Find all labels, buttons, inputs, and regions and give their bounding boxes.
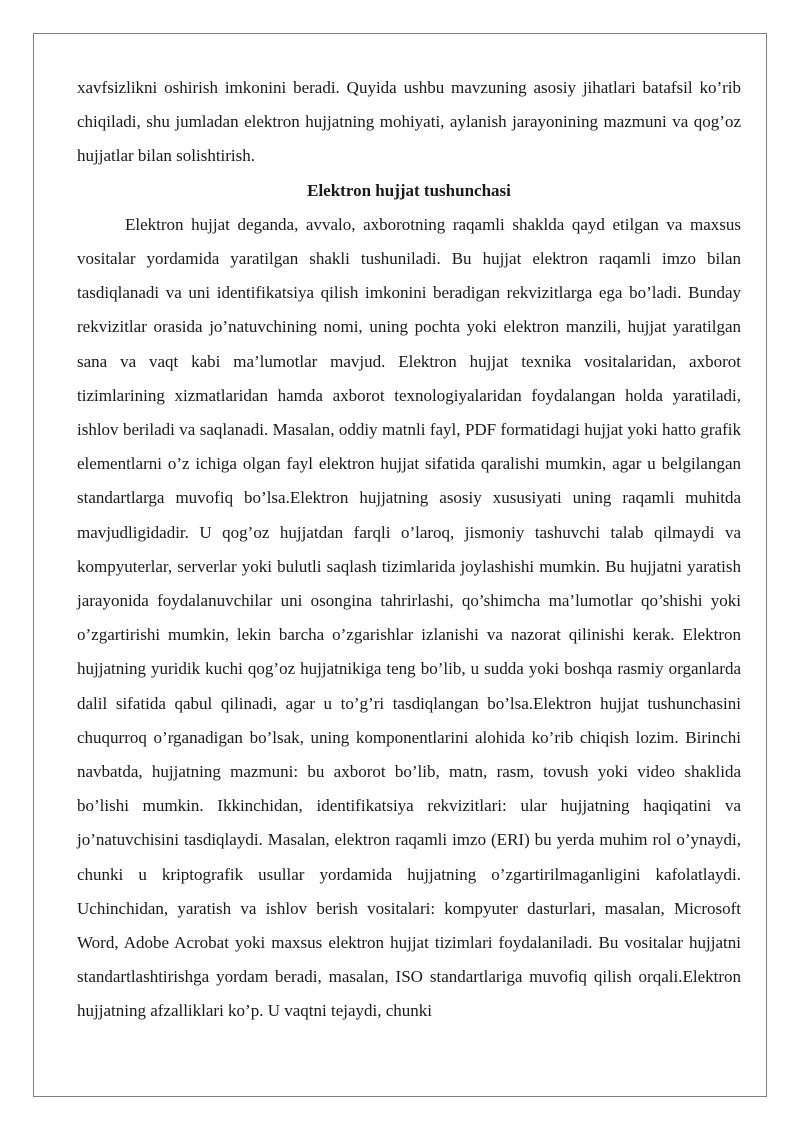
document-body xyxy=(77,71,741,1029)
section-heading: Elektron hujjat tushunchasi xyxy=(307,180,511,200)
body-paragraph: Elektron hujjat deganda, avvalo, axborotning raqamli shaklda qayd etilgan va maxsus vositalar yordamida yaratilgan shakli tushuniladi. Bu hujjat elektron raqamli imzo bilan tasdiqlanadi va uni identifikatsiya qilish imkonini beradigan rekvizitlarga ega bo’ladi. Bunday rekvizitlar orasida jo’natuvchining nomi, uning pochta yoki elektron manzili, hujjat yaratilgan sana va vaqt kabi ma’lumotlar mavjud. Elektron hujjat texnika vositalaridan, axborot tizimlarining xizmatlaridan hamda axborot texnologiyalaridan foydalangan holda yaratiladi, ishlov beriladi va saqlanadi. Masalan, oddiy matnli fayl, PDF formatidagi hujjat yoki hatto grafik elementlarni o’z ichiga olgan fayl elektron hujjat sifatida qaralishi mumkin, agar u belgilangan standartlarga muvofiq bo’lsa.Elektron hujjatning asosiy xususiyati uning raqamli muhitda mavjudligidadir. U qog’oz hujjatdan farqli o’laroq, jismoniy tashuvchi talab qilmaydi va kompyuterlar, serverlar yoki bulutli saqlash tizimlarida joylashishi mumkin. Bu hujjatni yaratish jarayonida foydalanuvchilar uni osongina tahrirlashi, qo’shimcha ma’lumotlar qo’shishi yoki o’zgartirishi mumkin, lekin barcha o’zgarishlar izlanishi va nazorat qilinishi kerak. Elektron hujjatning yuridik kuchi qog’oz hujjatnikiga teng bo’lib, u sudda yoki boshqa rasmiy organlarda dalil sifatida qabul qilinadi, agar u to’g’ri tasdiqlangan bo’lsa.Elektron hujjat tushunchasini chuqurroq o’rganadigan bo’lsak, uning komponentlarini alohida ko’rib chiqish lozim. Birinchi navbatda, hujjatning mazmuni: bu axborot bo’lib, matn, rasm, tovush yoki video shaklida bo’lishi mumkin. Ikkinchidan, identifikatsiya rekvizitlari: ular hujjatning haqiqatini va jo’natuvchisini tasdiqlaydi. Masalan, elektron raqamli imzo (ERI) bu yerda muhim rol o’ynaydi, chunki u kriptografik usullar yordamida hujjatning o’zgartirilmaganligini kafolatlaydi. Uchinchidan, yaratish va ishlov berish vositalari: kompyuter dasturlari, masalan, Microsoft Word, Adobe Acrobat yoki maxsus elektron hujjat tizimlari foydalaniladi. Bu vositalar hujjatni standartlashtirishga yordam beradi, masalan, ISO standartlariga muvofiq qilish orqali.Elektron hujjatning afzalliklari ko’p. U vaqtni tejaydi, chunki xyxy=(77,214,741,1021)
intro-paragraph: xavfsizlikni oshirish imkonini beradi. Quyida ushbu mavzuning asosiy jihatlari batafsil ko’rib chiqiladi, shu jumladan elektron hujjatning mohiyati, aylanish jarayonining mazmuni va qog’oz hujjatlar bilan solishtirish. xyxy=(77,78,741,166)
